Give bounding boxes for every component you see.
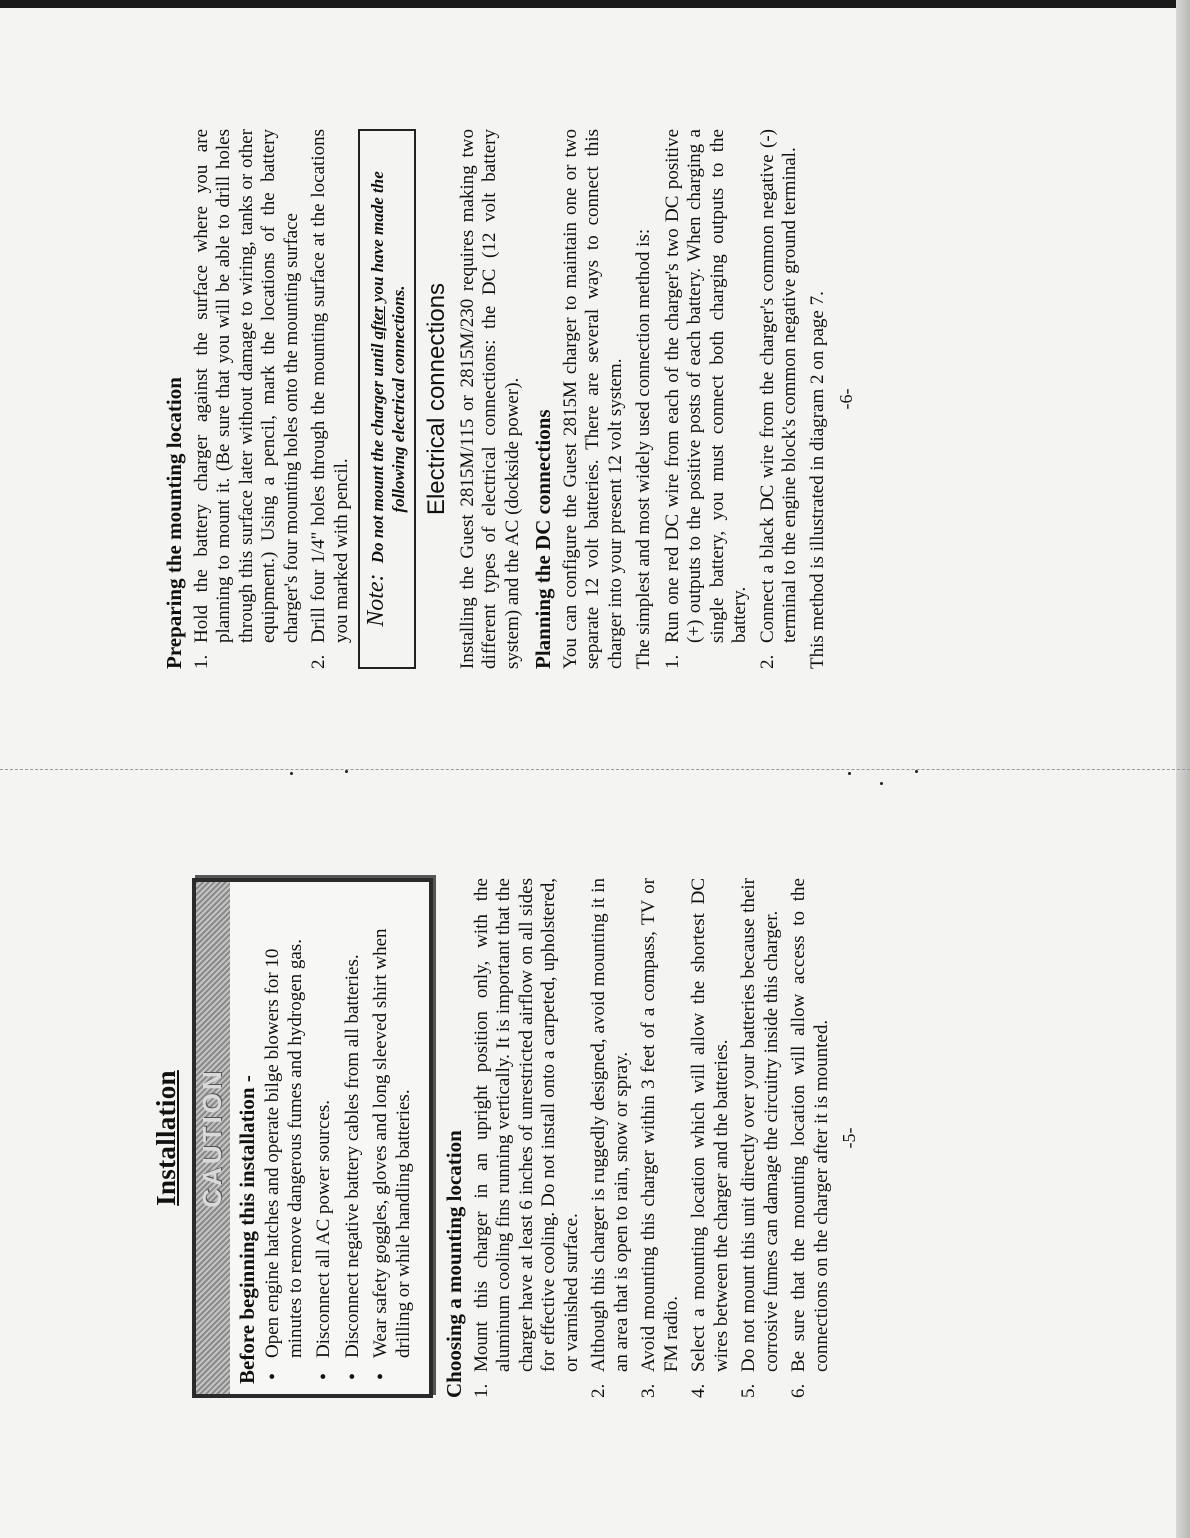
item-text: Avoid mounting this charger within 3 feet of a compass, TV or FM radio. <box>638 878 682 1372</box>
list-item <box>688 878 733 1398</box>
item-number: 1. <box>470 1383 492 1398</box>
item-number: 3. <box>638 1383 659 1398</box>
item-number: 2. <box>588 1383 609 1398</box>
dc-paragraph: You can configure the Guest 2815M charger to maintain one or two separate 12 volt batteries. There are several ways to connect this charger into your present 12 volt system. <box>559 129 626 669</box>
list-item <box>308 129 353 669</box>
caution-banner <box>196 882 230 1394</box>
dc-heading: Planning the DC connections <box>531 409 555 669</box>
dc-paragraph: The simplest and most widely used connection method is: <box>633 228 654 669</box>
list-item <box>191 129 304 669</box>
note-text: Do not mount the charger until <box>368 343 387 564</box>
item-text: Mount this charger in an upright position only, with the aluminum cooling fins running vertically. It is important that the charger have at least 6 inches of unrestricted airflow on all sides for effective cooling. Do not install onto a carpeted, upholstered, or varnished surface. <box>470 878 582 1372</box>
caution-banner-label: CAUTION <box>197 1068 228 1208</box>
item-text: Run one red DC wire from each of the charger's two DC positive (+) outputs to the positive posts of each battery. When charging a single battery, you must connect both charging outputs to the battery. <box>661 129 750 643</box>
item-number: 2. <box>308 654 329 669</box>
item-number: 2. <box>756 654 778 669</box>
note-label: Note: <box>363 573 389 627</box>
caution-box <box>192 878 434 1398</box>
caution-item: • Disconnect negative battery cables from all batteries. <box>342 892 365 1384</box>
item-text: Select a mounting location which will allow the shortest DC wires between the charger and the batteries. <box>688 878 732 1372</box>
item-text: Connect a black DC wire from the charger's common negative (-) terminal to the engine block's common negative ground terminal. <box>756 129 800 643</box>
preparing-heading: Preparing the mounting location <box>162 377 186 669</box>
list-item <box>471 878 584 1398</box>
list-item <box>757 129 802 669</box>
electrical-paragraph: Installing the Guest 2815M/115 or 2815M/230 requires making two different types of electrical connections: the DC (12 volt battery system) and the AC (dockside power). <box>456 129 523 669</box>
list-item <box>788 878 833 1398</box>
mounting-heading: Choosing a mounting location <box>442 1130 466 1398</box>
item-text: Do not mount this unit directly over your batteries because their corrosive fumes can damage the circuitry inside this charger. <box>738 878 782 1372</box>
page-5 <box>0 769 1190 1538</box>
item-number: 5. <box>738 1383 759 1398</box>
note-emphasis: after <box>368 306 387 340</box>
item-text: Although this charger is ruggedly designed, avoid mounting it in an area that is open to rain, snow or spray. <box>588 878 632 1372</box>
page-number: -5- <box>839 1127 859 1149</box>
item-text: Drill four 1/4" holes through the mounting surface at the locations you marked with pencil. <box>308 129 352 643</box>
item-number: 6. <box>788 1383 809 1398</box>
list-item <box>662 129 752 669</box>
electrical-heading: Electrical connections <box>423 282 450 516</box>
list-item <box>638 878 683 1398</box>
item-number: 4. <box>688 1383 709 1398</box>
page-number: -6- <box>836 388 856 410</box>
caution-item: • Disconnect all AC power sources. <box>313 892 336 1384</box>
caution-list <box>262 892 415 1384</box>
mounting-list <box>471 878 834 1398</box>
item-number: 1. <box>190 654 212 669</box>
note-text: you have made the following electrical connections. <box>368 171 408 513</box>
page-5-column <box>151 878 861 1398</box>
caution-item: • Open engine hatches and operate bilge blowers for 10 minutes to remove dangerous fumes and hydrogen gas. <box>262 892 307 1384</box>
dc-list <box>662 129 802 669</box>
preparing-list <box>191 129 354 669</box>
item-text: Be sure that the mounting location will allow access to the connections on the charger after it is mounted. <box>788 878 832 1372</box>
item-number: 1. <box>661 654 683 669</box>
caution-heading: Before beginning this installation - <box>234 1075 259 1384</box>
note-box <box>358 129 416 669</box>
list-item <box>738 878 783 1398</box>
page-title: Installation <box>151 1070 181 1206</box>
item-text: Hold the battery charger against the surface where you are planning to mount it. (Be sure that you will be able to drill holes through this surface later without damage to wiring, tanks or other equipment.) Using a pencil, mark the locations of the battery charger's four mounting holes onto the mounting surface <box>190 129 302 643</box>
closing-paragraph: This method is illustrated in diagram 2 on page 7. <box>806 291 828 669</box>
list-item <box>588 878 633 1398</box>
caution-item: • Wear safety goggles, gloves and long sleeved shirt when drilling or while handling batteries. <box>370 892 415 1384</box>
page-6-column <box>155 129 858 669</box>
